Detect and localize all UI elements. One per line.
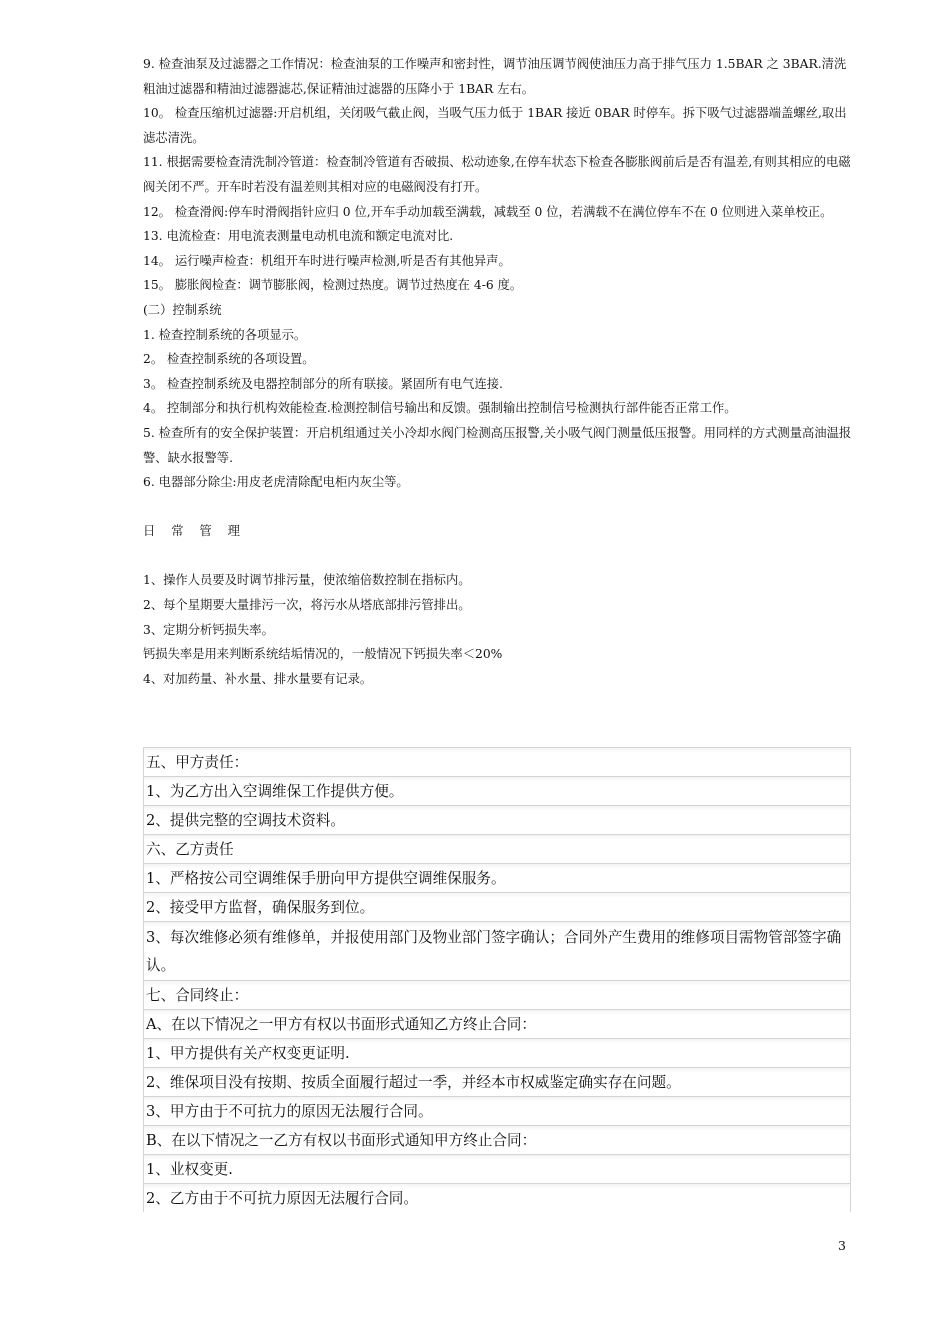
control-item-5: 5. 检查所有的安全保护装置：开启机组通过关小冷却水阀门检测高压报警,关小吸气阀门测量低压报警。用同样的方式测量高油温报警、缺水报警等. (143, 425, 852, 465)
table-row: A、在以下情况之一甲方有权以书面形式通知乙方终止合同： (143, 1009, 851, 1038)
daily-item-1: 1、操作人员要及时调节排污量，使浓缩倍数控制在指标内。 (143, 573, 471, 588)
table-row: 2、提供完整的空调技术资料。 (143, 805, 851, 834)
control-item-6: 6. 电器部分除尘:用皮老虎清除配电柜内灰尘等。 (143, 475, 409, 490)
control-item-3: 3。 检查控制系统及电器控制部分的所有联接。紧固所有电气连接. (143, 376, 503, 391)
daily-item-2: 2、每个星期要大量排污一次，将污水从塔底部排污管排出。 (143, 598, 471, 613)
spacer (143, 544, 855, 569)
maintenance-item-14: 14。 运行噪声检查：机组开车时进行噪声检测,听是否有其他异声。 (143, 253, 511, 268)
table-row: 3、甲方由于不可抗力的原因无法履行合同。 (143, 1096, 851, 1125)
control-item-1: 1. 检查控制系统的各项显示。 (143, 327, 307, 342)
maintenance-item-11: 11. 根据需要检查清洗制冷管道：检查制冷管道有否破损、松动迹象,在停车状态下检查各膨胀阀前后是否有温差,有则其相应的电磁阀关闭不严。开车时若没有温差则其相对应的电磁阀没有打开。 (143, 155, 851, 194)
table-row: 1、业权变更. (143, 1154, 851, 1183)
daily-management-heading: 日 常 管 理 (143, 524, 246, 539)
control-item-2: 2。 检查控制系统的各项设置。 (143, 352, 315, 367)
maintenance-item-15: 15。 膨胀阀检查：调节膨胀阀，检测过热度。调节过热度在 4-6 度。 (143, 278, 523, 293)
table-row: 六、乙方责任 (143, 834, 851, 863)
table-row: B、在以下情况之一乙方有权以书面形式通知甲方终止合同： (143, 1125, 851, 1154)
table-row: 1、甲方提供有关产权变更证明. (143, 1038, 851, 1067)
control-system-title: (二）控制系统 (143, 302, 222, 317)
table-row: 七、合同终止： (143, 980, 851, 1009)
maintenance-item-13: 13. 电流检查：用电流表测量电动机电流和额定电流对比. (143, 229, 454, 244)
table-row: 五、甲方责任： (143, 747, 851, 776)
table-row: 2、接受甲方监督，确保服务到位。 (143, 892, 851, 921)
table-row: 1、为乙方出入空调维保工作提供方便。 (143, 776, 851, 805)
contract-table (143, 747, 851, 1212)
maintenance-item-12: 12。 检查滑阀:停车时滑阀指针应归 0 位,开车手动加载至满载，减载至 0 位，若满载不在满位停车不在 0 位则进入菜单校正。 (143, 204, 833, 219)
upper-section (143, 52, 855, 691)
maintenance-item-9: 9. 检查油泵及过滤器之工作情况：检查油泵的工作噪声和密封性，调节油压调节阀使油压力高于排气压力 1.5BAR 之 3BAR.清洗粗油过滤器和精油过滤器滤芯,保证精油过滤器的压降小于 1BAR 左右。 (143, 57, 847, 96)
daily-item-note: 钙损失率是用来判断系统结垢情况的，一般情况下钙损失率＜20% (143, 647, 503, 662)
table-row: 2、乙方由于不可抗力原因无法履行合同。 (143, 1183, 851, 1212)
maintenance-item-10: 10。 检查压缩机过滤器:开启机组，关闭吸气截止阀，当吸气压力低于 1BAR 接近 0BAR 时停车。拆下吸气过滤器端盖螺丝,取出滤芯清洗。 (143, 106, 847, 145)
table-row: 2、维保项目没有按期、按质全面履行超过一季，并经本市权威鉴定确实存在问题。 (143, 1067, 851, 1096)
daily-item-3: 3、定期分析钙损失率。 (143, 622, 274, 637)
daily-item-4: 4、对加药量、补水量、排水量要有记录。 (143, 671, 373, 686)
control-item-4: 4。 控制部分和执行机构效能检查.检测控制信号输出和反馈。强制输出控制信号检测执行部件能否正常工作。 (143, 401, 737, 416)
page-number: 3 (838, 1238, 846, 1253)
table-row: 3、每次维修必须有维修单，并报使用部门及物业部门签字确认；合同外产生费用的维修项目需物管部签字确认。 (143, 921, 851, 980)
spacer (143, 495, 855, 520)
table-row: 1、严格按公司空调维保手册向甲方提供空调维保服务。 (143, 863, 851, 892)
